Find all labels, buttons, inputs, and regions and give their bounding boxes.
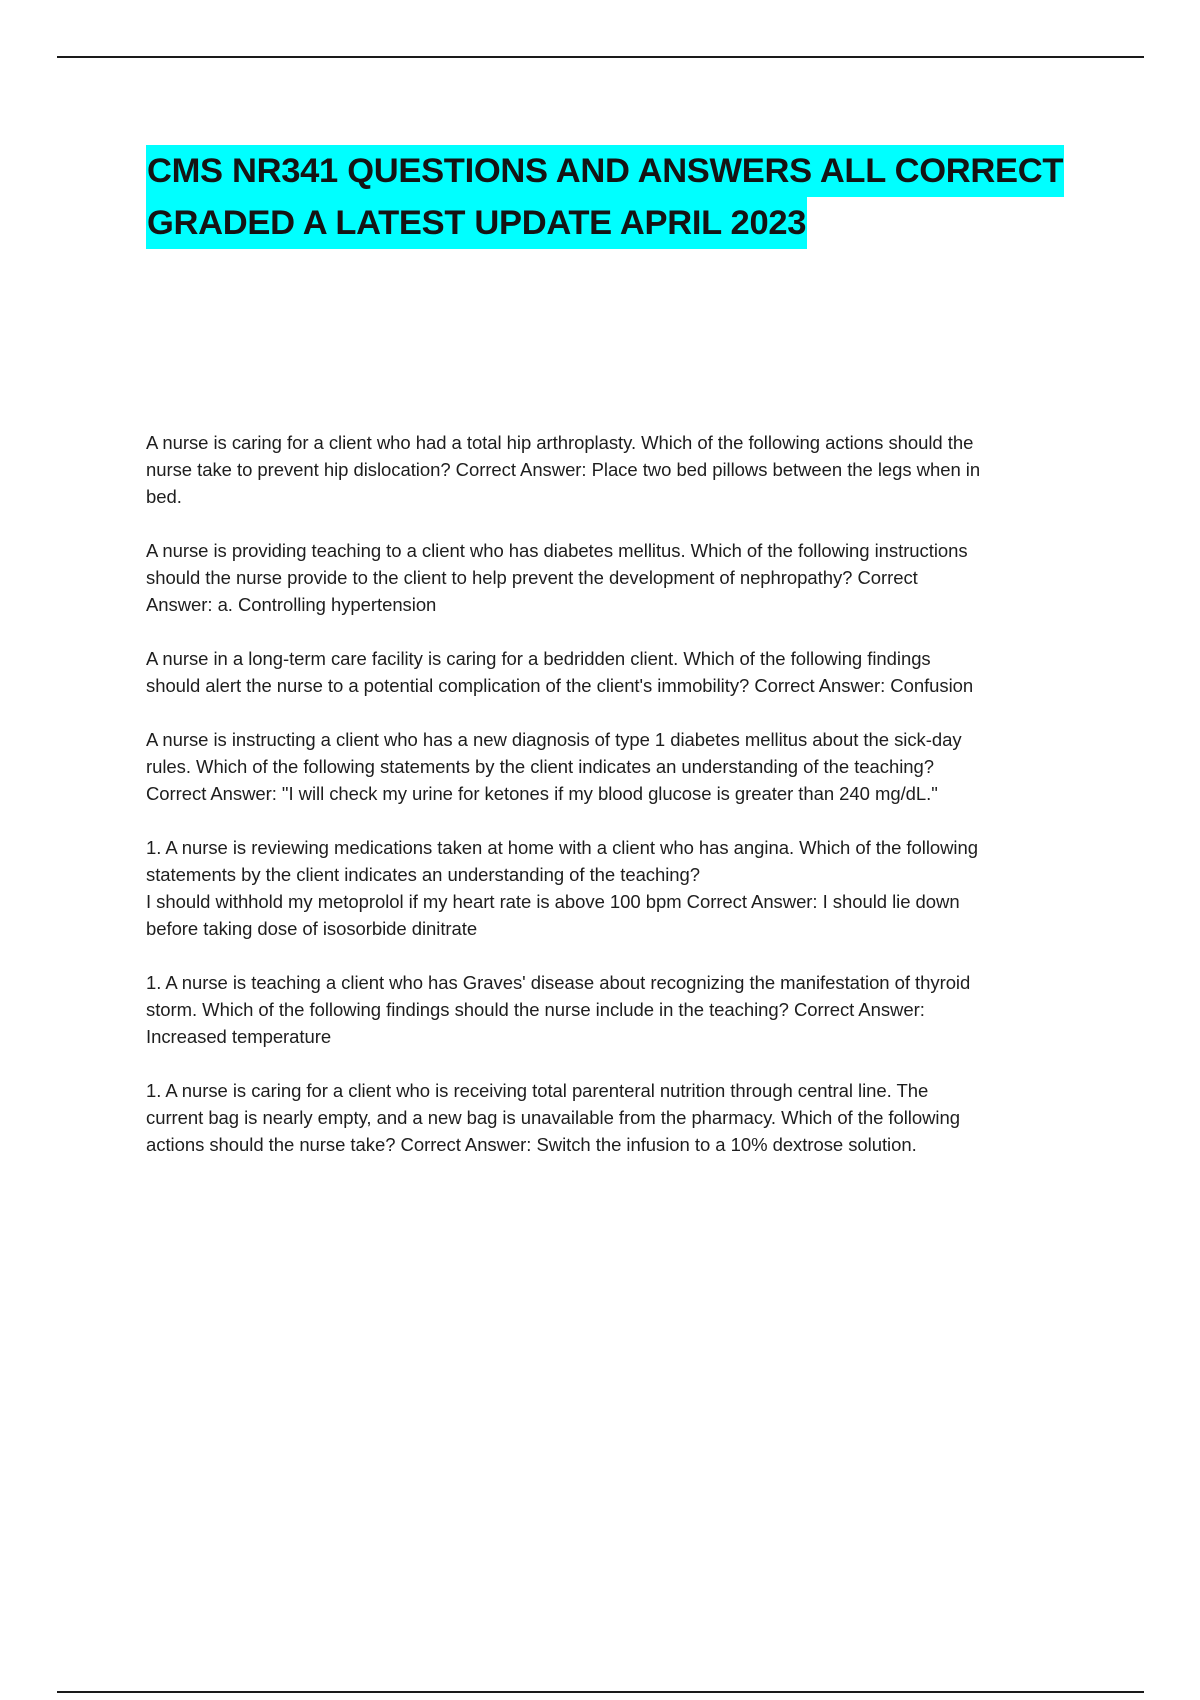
qa-item-1 bbox=[146, 429, 1081, 510]
qa-text-line: storm. Which of the following findings should the nurse include in the teaching? Correct Answer: bbox=[146, 999, 925, 1020]
qa-text-line: Correct Answer: "I will check my urine for ketones if my blood glucose is greater than 240 mg/dL." bbox=[146, 783, 938, 804]
qa-item-4 bbox=[146, 726, 1081, 807]
qa-text-line: should the nurse provide to the client to help prevent the development of nephropathy? Correct bbox=[146, 567, 918, 588]
qa-text-line: A nurse is caring for a client who had a total hip arthroplasty. Which of the following actions should the bbox=[146, 432, 974, 453]
qa-text-line: A nurse in a long-term care facility is caring for a bedridden client. Which of the following findings bbox=[146, 648, 931, 669]
qa-text-line: 1. A nurse is teaching a client who has Graves' disease about recognizing the manifestation of thyroid bbox=[146, 972, 971, 993]
qa-item-5 bbox=[146, 834, 1081, 942]
qa-text-line: before taking dose of isosorbide dinitrate bbox=[146, 918, 478, 939]
footer-rule bbox=[57, 1691, 1144, 1693]
qa-item-3 bbox=[146, 645, 1081, 699]
qa-text-line: rules. Which of the following statements by the client indicates an understanding of the teaching? bbox=[146, 756, 934, 777]
qa-text-line: Increased temperature bbox=[146, 1026, 332, 1047]
qa-text-line: 1. A nurse is reviewing medications taken at home with a client who has angina. Which of the following bbox=[146, 837, 978, 858]
qa-text-line: A nurse is instructing a client who has a new diagnosis of type 1 diabetes mellitus about the sick-day bbox=[146, 729, 962, 750]
qa-item-6 bbox=[146, 969, 1081, 1050]
qa-text-line: 1. A nurse is caring for a client who is receiving total parenteral nutrition through central line. The bbox=[146, 1080, 929, 1101]
qa-text-line: I should withhold my metoprolol if my heart rate is above 100 bpm Correct Answer: I should lie down bbox=[146, 891, 960, 912]
qa-text-line: should alert the nurse to a potential complication of the client's immobility? Correct Answer: Confusion bbox=[146, 675, 974, 696]
qa-text-line: current bag is nearly empty, and a new bag is unavailable from the pharmacy. Which of the following bbox=[146, 1107, 960, 1128]
qa-list bbox=[146, 429, 1081, 1185]
qa-text-line: nurse take to prevent hip dislocation? Correct Answer: Place two bed pillows between the legs when in bbox=[146, 459, 981, 480]
qa-text-line: statements by the client indicates an understanding of the teaching? bbox=[146, 864, 701, 885]
qa-item-7 bbox=[146, 1077, 1081, 1158]
title-line-1: CMS NR341 QUESTIONS AND ANSWERS ALL CORRECT bbox=[146, 145, 1064, 197]
qa-item-2 bbox=[146, 537, 1081, 618]
header-rule bbox=[57, 56, 1144, 58]
title-line-2: GRADED A LATEST UPDATE APRIL 2023 bbox=[146, 197, 807, 249]
document-title bbox=[146, 145, 1106, 249]
qa-text-line: actions should the nurse take? Correct Answer: Switch the infusion to a 10% dextrose solution. bbox=[146, 1134, 917, 1155]
qa-text-line: Answer: a. Controlling hypertension bbox=[146, 594, 437, 615]
qa-text-line: A nurse is providing teaching to a client who has diabetes mellitus. Which of the following instructions bbox=[146, 540, 968, 561]
qa-text-line: bed. bbox=[146, 486, 182, 507]
